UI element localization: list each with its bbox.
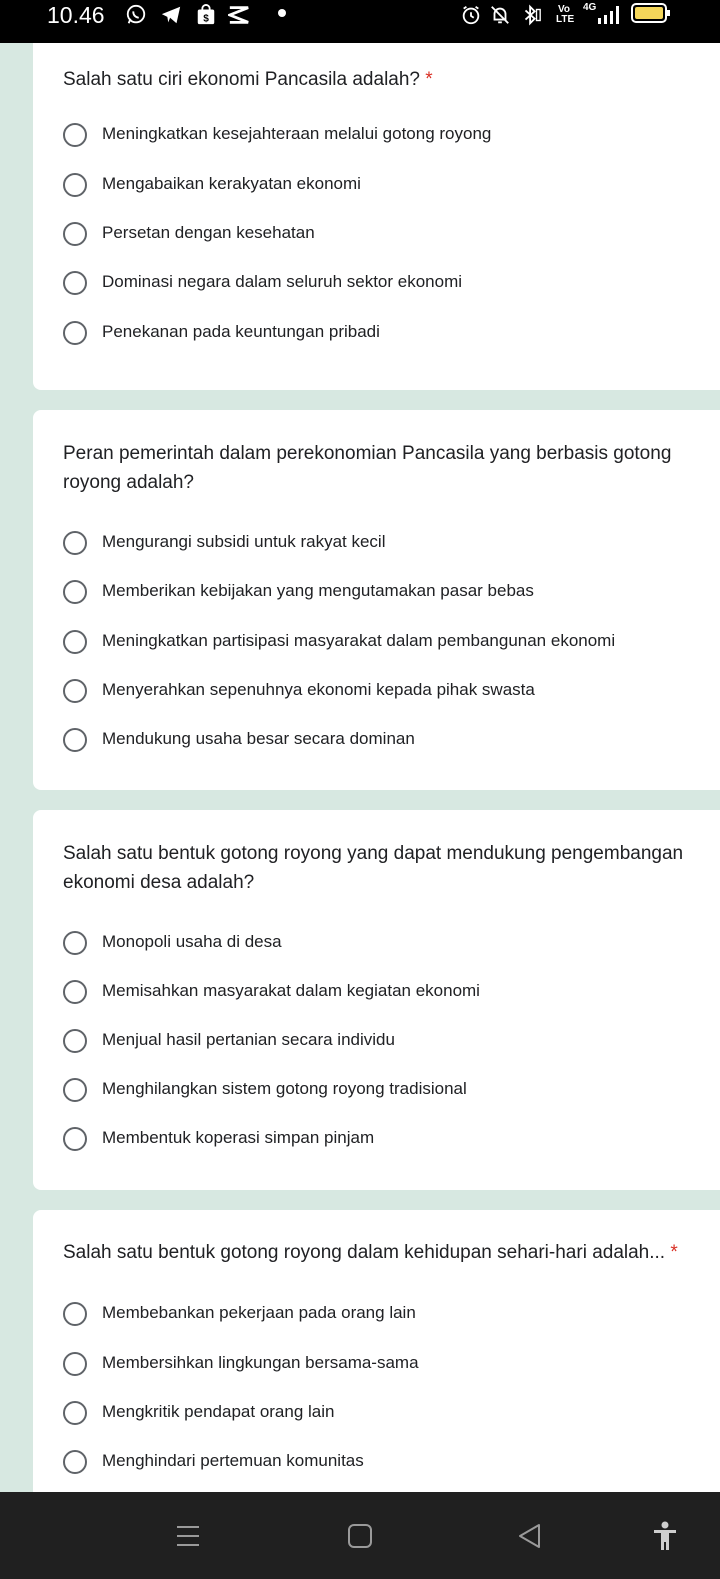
option-label: Menyerahkan sepenuhnya ekonomi kepada pihak swasta	[102, 680, 535, 699]
question-title: Salah satu ciri ekonomi Pancasila adalah? *	[63, 69, 433, 90]
home-button[interactable]	[340, 1516, 380, 1556]
radio-option[interactable]	[63, 1393, 703, 1433]
telegram-icon	[160, 4, 182, 26]
radio-option[interactable]	[63, 115, 703, 155]
radio-option[interactable]	[63, 1294, 703, 1334]
network-type: 4G	[583, 2, 597, 13]
radio-option[interactable]	[63, 1119, 703, 1159]
option-label: Dominasi negara dalam seluruh sektor ekonomi	[102, 272, 463, 291]
form-content[interactable]	[0, 43, 720, 1492]
radio-button[interactable]	[63, 1127, 87, 1151]
required-mark: *	[670, 1242, 678, 1263]
radio-option[interactable]	[63, 1442, 703, 1482]
option-label: Menghilangkan sistem gotong royong tradisional	[102, 1079, 467, 1098]
status-time: 10.46	[47, 2, 105, 28]
option-label: Memisahkan masyarakat dalam kegiatan ekonomi	[102, 981, 480, 1000]
radio-option[interactable]	[63, 523, 703, 563]
option-label: Memberikan kebijakan yang mengutamakan pasar bebas	[102, 581, 534, 600]
option-label: Monopoli usaha di desa	[102, 932, 282, 951]
capcut-icon	[228, 4, 250, 26]
question-title: Salah satu bentuk gotong royong dalam kehidupan sehari-hari adalah... *	[63, 1242, 678, 1263]
option-label: Membersihkan lingkungan bersama-sama	[102, 1353, 419, 1372]
back-triangle-icon	[516, 1522, 544, 1550]
radio-button[interactable]	[63, 1029, 87, 1053]
radio-button[interactable]	[63, 1302, 87, 1326]
navigation-bar	[0, 1492, 720, 1579]
radio-option[interactable]	[63, 972, 703, 1012]
radio-option[interactable]	[63, 1070, 703, 1110]
radio-button[interactable]	[63, 580, 87, 604]
radio-option[interactable]	[63, 1344, 703, 1384]
radio-button[interactable]	[63, 321, 87, 345]
radio-option[interactable]	[63, 572, 703, 612]
required-mark: *	[425, 69, 433, 90]
radio-option[interactable]	[63, 165, 703, 205]
volte-top: Vo	[558, 4, 571, 15]
option-label: Menjual hasil pertanian secara individu	[102, 1030, 395, 1049]
option-label: Mengkritik pendapat orang lain	[102, 1402, 335, 1421]
bell-muted-icon	[489, 4, 511, 26]
alarm-icon	[460, 4, 482, 26]
notification-dot	[278, 9, 286, 17]
accessibility-icon	[650, 1520, 680, 1552]
question-card-2	[33, 410, 720, 790]
radio-button[interactable]	[63, 980, 87, 1004]
radio-option[interactable]	[63, 923, 703, 963]
radio-option[interactable]	[63, 214, 703, 254]
radio-option[interactable]	[63, 720, 703, 760]
question-card-1	[33, 43, 720, 390]
shopping-bag-icon	[195, 4, 217, 26]
whatsapp-icon	[125, 4, 147, 26]
question-title: Peran pemerintah dalam perekonomian Pancasila yang berbasis gotong royong adalah?	[63, 443, 672, 493]
radio-option[interactable]	[63, 622, 703, 662]
radio-button[interactable]	[63, 1078, 87, 1102]
option-label: Meningkatkan kesejahteraan melalui gotong royong	[102, 124, 492, 143]
option-label: Penekanan pada keuntungan pribadi	[102, 322, 380, 341]
question-title: Salah satu bentuk gotong royong yang dapat mendukung pengembangan ekonomi desa adalah?	[63, 843, 684, 893]
option-label: Mengabaikan kerakyatan ekonomi	[102, 174, 361, 193]
radio-button[interactable]	[63, 1450, 87, 1474]
radio-button[interactable]	[63, 728, 87, 752]
menu-lines-icon	[174, 1522, 202, 1550]
radio-button[interactable]	[63, 271, 87, 295]
volte-bottom: LTE	[556, 14, 575, 25]
radio-option[interactable]	[63, 671, 703, 711]
accessibility-button[interactable]	[645, 1516, 685, 1556]
svg-text:$: $	[203, 13, 209, 25]
radio-button[interactable]	[63, 1352, 87, 1376]
radio-button[interactable]	[63, 123, 87, 147]
option-label: Menghindari pertemuan komunitas	[102, 1451, 364, 1470]
radio-button[interactable]	[63, 931, 87, 955]
option-label: Mengurangi subsidi untuk rakyat kecil	[102, 532, 386, 551]
radio-button[interactable]	[63, 531, 87, 555]
back-button[interactable]	[510, 1516, 550, 1556]
bluetooth-icon	[520, 4, 542, 26]
radio-button[interactable]	[63, 630, 87, 654]
radio-button[interactable]	[63, 1401, 87, 1425]
radio-button[interactable]	[63, 679, 87, 703]
battery-icon	[631, 2, 671, 24]
signal-icon	[596, 4, 624, 26]
radio-button[interactable]	[63, 173, 87, 197]
option-label: Mendukung usaha besar secara dominan	[102, 729, 415, 748]
option-label: Meningkatkan partisipasi masyarakat dalam pembangunan ekonomi	[102, 631, 616, 650]
status-bar	[0, 0, 720, 43]
option-label: Membebankan pekerjaan pada orang lain	[102, 1303, 416, 1322]
radio-option[interactable]	[63, 313, 703, 353]
option-label: Persetan dengan kesehatan	[102, 223, 315, 242]
recent-apps-button[interactable]	[168, 1516, 208, 1556]
option-label: Membentuk koperasi simpan pinjam	[102, 1128, 375, 1147]
radio-button[interactable]	[63, 222, 87, 246]
home-square-icon	[346, 1522, 374, 1550]
radio-option[interactable]	[63, 263, 703, 303]
question-card-3	[33, 810, 720, 1190]
question-card-4	[33, 1210, 720, 1492]
radio-option[interactable]	[63, 1021, 703, 1061]
